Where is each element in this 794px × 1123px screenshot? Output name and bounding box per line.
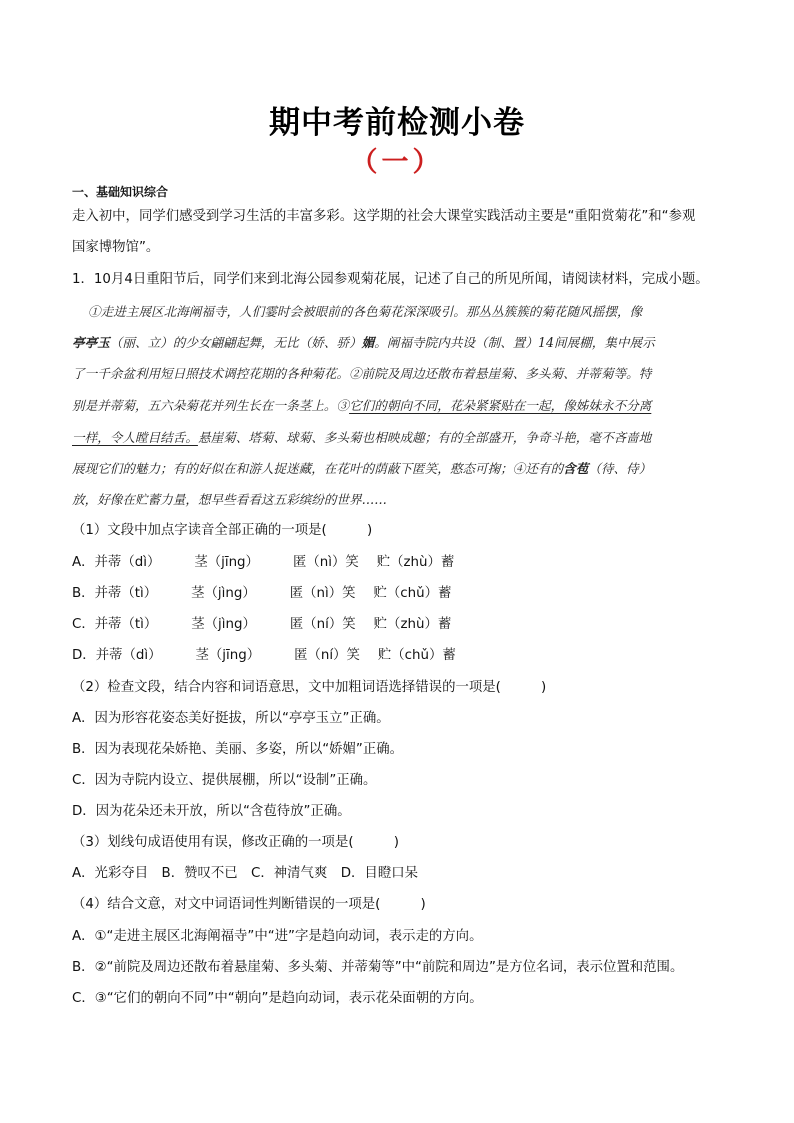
q1-option-b [72,586,732,602]
passage-line-6 [72,461,728,477]
q2-option-d: D．因为花朵还未开放，所以“含苞待放”正确。 [72,804,351,819]
option-part: 匿（ní）笑 [294,648,360,663]
passage-text: 别是并蒂菊，五六朵菊花并列生长在一条茎上。③ [72,398,350,413]
passage-text: 展现它们的魅力；有的好似在和游人捉迷藏，在花叶的荫蔽下匿笑，憨态可掬；④还有的 [72,461,564,476]
passage-line-4 [72,398,728,414]
bold-word-tingting: 亭亭玉 [72,335,110,350]
page-subtitle: （一） [350,147,444,178]
passage-line-3: 了一千余盆利用短日照技术调控花期的各种菊花。②前院及周边还散布着悬崖菊、多头菊、并蒂菊等。特 [72,366,652,381]
q4-option-c: C．③“它们的朝向不同”中“朝向”是趋向动词，表示花朵面朝的方向。 [72,991,483,1006]
passage-line-7: 放，好像在贮蓄力量，想早些看看这五彩缤纷的世界…… [72,492,387,507]
question-1-2-stem: （2）检查文段，结合内容和词语意思，文中加粗词语选择错误的一项是( ) [72,680,547,695]
q3-options: A．光彩夺目 B．赞叹不已 C．神清气爽 D．目瞪口呆 [72,866,418,881]
option-part: 贮（zhù）蓄 [376,555,455,570]
bold-word-hanbao: 含苞 [563,461,589,476]
passage-line-5 [72,430,728,446]
intro-line-2: 国家博物馆”。 [72,240,160,255]
passage-line-1: ①走进主展区北海阐福寺，人们霎时会被眼前的各色菊花深深吸引。那丛丛簇簇的菊花随风摇摆，像 [88,304,643,319]
option-part: 茎（jìng） [191,586,256,601]
option-part: 匿（nì）笑 [289,586,356,601]
question-1-stem: 1．10月4日重阳节后，同学们来到北海公园参观菊花展，记述了自己的所见所闻，请阅读材料，完成小题。 [72,272,709,287]
page-title: 期中考前检测小卷 [269,105,525,141]
question-1-3-stem: （3）划线句成语使用有误，修改正确的一项是( ) [72,835,399,850]
choice-dai: （待、侍） [588,461,652,476]
q4-option-a: A．①“走进主展区北海阐福寺”中“进”字是趋向动词，表示走的方向。 [72,929,483,944]
option-part: C．并蒂（tì） [72,617,158,632]
q4-option-b: B．②“前院及周边还散布着悬崖菊、多头菊、并蒂菊等”中“前院和周边”是方位名词，表示位置和范围。 [72,960,684,975]
underlined-sentence: 它们的朝向不同，花朵紧紧贴在一起，像姊妹永不分离 [349,398,652,413]
section-heading: 一、基础知识综合 [72,185,169,199]
passage-line-2 [72,335,728,351]
choice-li: （丽、立） [109,335,173,350]
option-part: 匿（nì）笑 [292,555,359,570]
question-1-1-stem: （1）文段中加点字读音全部正确的一项是( ) [72,523,373,538]
q1-option-d [72,648,732,664]
passage-text: 。阐福寺院内共设（制、置）14间展棚，集中展示 [374,335,655,350]
intro-line-1: 走入初中，同学们感受到学习生活的丰富多彩。这学期的社会大课堂实践活动主要是“重阳赏菊花”和“参观 [72,209,696,224]
option-part: B．并蒂（tì） [72,586,158,601]
option-part: 贮（chǔ）蓄 [377,648,456,663]
option-part: D．并蒂（dì） [72,648,162,663]
q1-option-c [72,617,732,633]
question-1-4-stem: （4）结合文意，对文中词语词性判断错误的一项是( ) [72,897,426,912]
option-part: 茎（jīng） [195,648,261,663]
option-part: 茎（jìng） [191,617,256,632]
q2-option-b: B．因为表现花朵娇艳、美丽、多姿，所以“娇媚”正确。 [72,742,404,757]
passage-text: 悬崖菊、塔菊、球菊、多头菊也相映成趣；有的全部盛开，争奇斗艳，毫不吝啬地 [197,430,652,445]
underlined-sentence-end: 一样，令人瞠目结舌。 [72,430,198,445]
q2-option-a: A．因为形容花姿态美好挺拔，所以“亭亭玉立”正确。 [72,711,390,726]
q1-option-a [72,555,732,571]
q2-option-c: C．因为寺院内设立、提供展棚，所以“设制”正确。 [72,773,377,788]
option-part: 贮（chǔ）蓄 [373,586,452,601]
passage-text: 的少女翩翩起舞，无比（娇、骄） [172,335,362,350]
option-part: 贮（zhù）蓄 [373,617,452,632]
option-part: A．并蒂（dì） [72,555,161,570]
bold-word-mei: 媚 [361,335,375,350]
option-part: 匿（ní）笑 [289,617,356,632]
option-part: 茎（jīng） [194,555,259,570]
